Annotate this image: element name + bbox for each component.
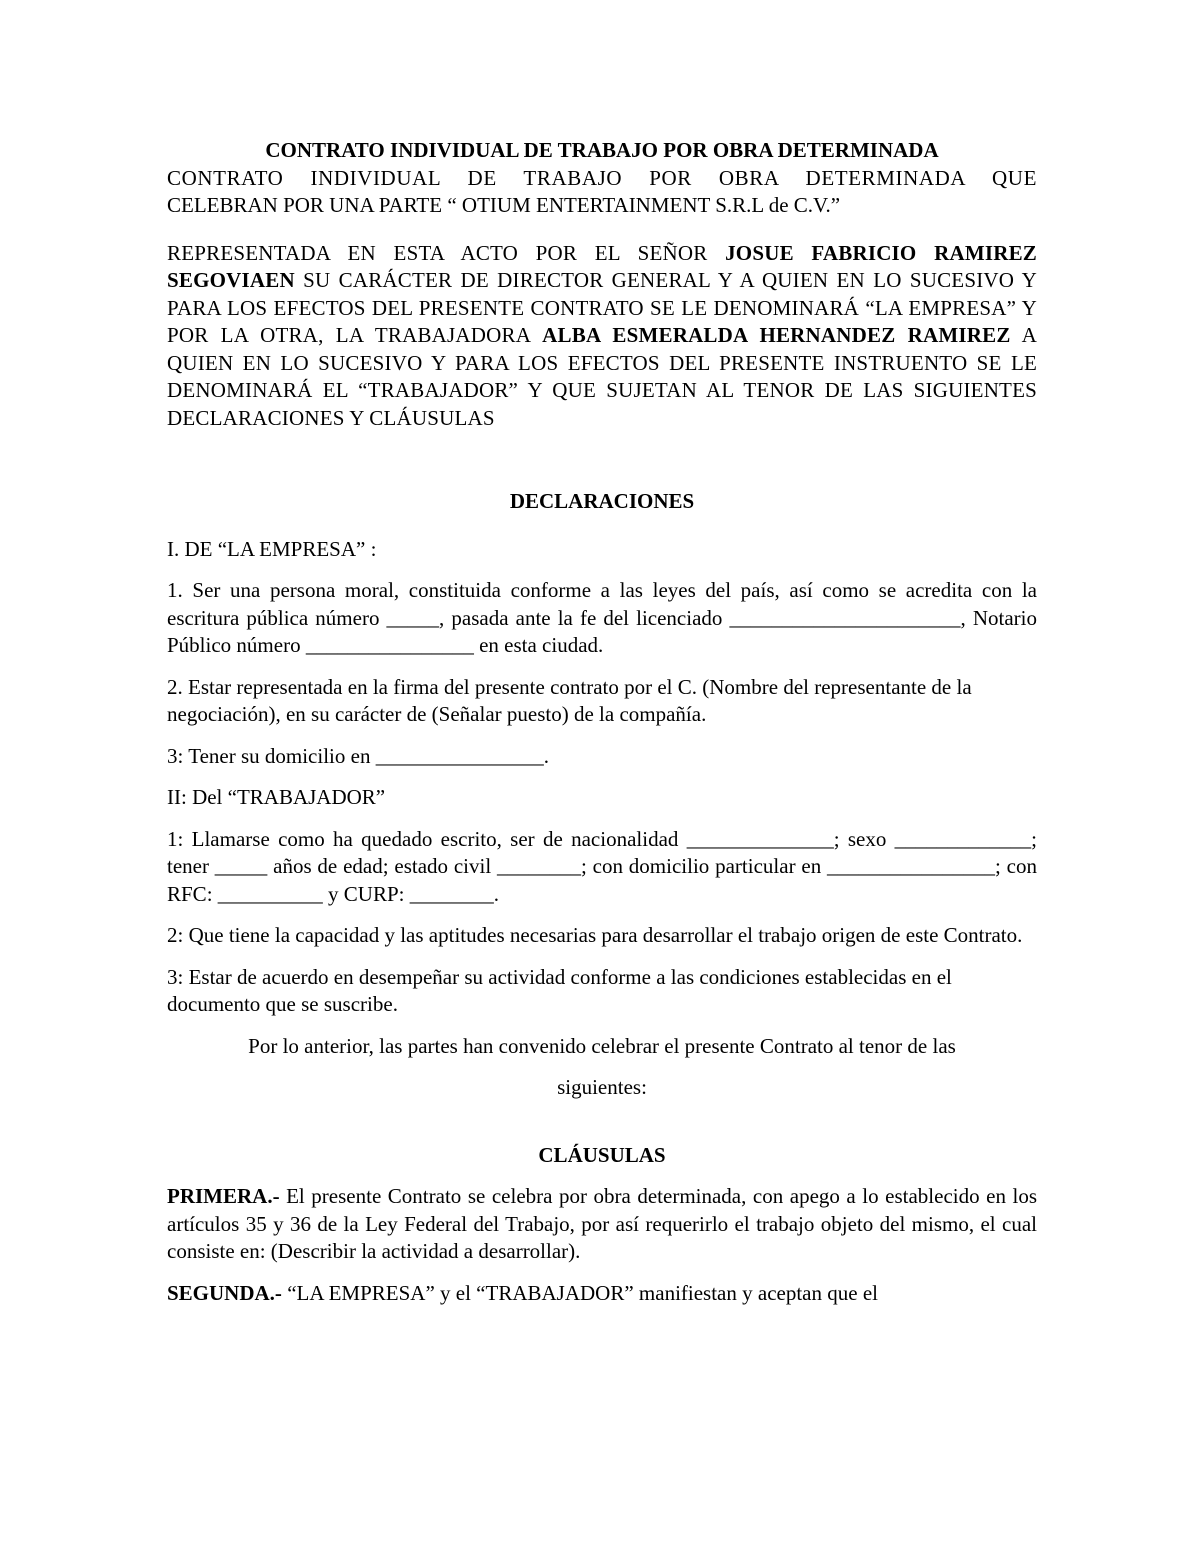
clausula-primera — [167, 1183, 1037, 1266]
trabajador-clause-1 — [167, 826, 1037, 909]
notary-name-blank: ______________________ — [729, 605, 961, 630]
e3-text-1: 3: Tener su domicilio en — [167, 743, 376, 768]
sex-blank: _____________ — [894, 826, 1032, 851]
worker-name: ALBA ESMERALDA HERNANDEZ RAMIREZ — [542, 323, 1011, 347]
nationality-blank: ______________ — [686, 826, 834, 851]
rep-text-2: SU CARÁCTER DE DIRECTOR GENERAL Y A QUIEN EN LO SUCESIVO Y PARA LOS EFECTOS DEL PRESENTE CONTRATO SE LE DENOMINARÁ “LA EMPRESA” Y POR LA OTRA, LA TRABAJADORA — [167, 268, 1037, 347]
intro-line-1: CONTRATO INDIVIDUAL DE TRABAJO POR OBRA DETERMINADA QUE — [167, 165, 1037, 190]
convenio-line-2: siguientes: — [557, 1075, 647, 1099]
segunda-text: “LA EMPRESA” y el “TRABAJADOR” manifiestan y aceptan que el — [281, 1280, 878, 1305]
empresa-clause-1 — [167, 577, 1037, 660]
e1-text-4: en esta ciudad. — [473, 633, 604, 657]
convenio-line-1: Por lo anterior, las partes han convenido celebrar el presente Contrato al tenor de las — [248, 1033, 956, 1058]
e3-text-2: . — [543, 743, 549, 768]
trabajador-clause-3: 3: Estar de acuerdo en desempeñar su actividad conforme a las condiciones establecidas en el documento que se suscribe. — [167, 964, 952, 1016]
curp-blank: ________ — [409, 881, 494, 906]
trabajador-clause-2: 2: Que tiene la capacidad y las aptitudes necesarias para desarrollar el trabajo origen de este Contrato. — [167, 923, 1023, 947]
document-title: CONTRATO INDIVIDUAL DE TRABAJO POR OBRA DETERMINADA — [265, 138, 939, 162]
rfc-blank: __________ — [217, 881, 323, 906]
notary-number-blank: ________________ — [305, 633, 474, 657]
empresa-heading: I. DE “LA EMPRESA” : — [167, 536, 377, 561]
t1-text-f: ; con domicilio particular en — [581, 854, 828, 878]
document-page — [167, 137, 1037, 1307]
t1-text-c: ; sexo — [833, 826, 895, 851]
clausulas-heading: CLÁUSULAS — [538, 1142, 666, 1167]
segunda-label: SEGUNDA.- — [167, 1280, 282, 1305]
clausula-segunda — [167, 1280, 1037, 1308]
deed-number-blank: _____ — [386, 605, 440, 630]
age-blank: _____ — [214, 854, 268, 878]
rep-text-1: REPRESENTADA EN ESTA ACTO POR EL SEÑOR — [167, 240, 726, 265]
trabajador-heading: II: Del “TRABAJADOR” — [167, 785, 386, 809]
t1-text-i: . — [493, 881, 499, 906]
e1-text-3: , Notario Público número — [167, 605, 1037, 657]
primera-text: El presente Contrato se celebra por obra determinada, con apego a lo establecido en los artículos 35 y 36 de la Ley Federal del Trabajo, por así requerirlo el trabajo objeto del mismo, el cual consiste en: (Describir la actividad a desarrollar). — [167, 1184, 1037, 1263]
t1-text-a: 1: Llamarse como ha quedado escrito, ser de nacionalidad — [167, 826, 687, 851]
e1-text-2: , pasada ante la fe del licenciado — [439, 605, 730, 630]
t1-text-h: y CURP: — [322, 881, 410, 906]
rep-text-3: A QUIEN EN LO SUCESIVO Y PARA LOS EFECTOS DEL PRESENTE INSTRUENTO SE LE DENOMINARÁ EL “TRABAJADOR” Y QUE SUJETAN AL TENOR DE LAS SIGUIENTES DECLARACIONES Y CLÁUSULAS — [167, 323, 1037, 430]
civil-status-blank: ________ — [497, 854, 581, 878]
t1-text-e: años de edad; estado civil — [267, 854, 497, 878]
empresa-clause-3 — [167, 743, 1037, 771]
primera-label: PRIMERA.- — [167, 1184, 280, 1208]
declaraciones-heading: DECLARACIONES — [509, 489, 695, 513]
t1-text-d: ; tener — [167, 826, 1037, 878]
t1-text-g: ; con RFC: — [167, 854, 1038, 906]
intro-line-2: CELEBRAN POR UNA PARTE “ OTIUM ENTERTAINMENT S.R.L de C.V.” — [167, 193, 841, 217]
director-name: JOSUE FABRICIO RAMIREZ SEGOVIAEN — [167, 240, 1037, 292]
e1-text-1: 1. Ser una persona moral, constituida conforme a las leyes del país, así como se acredita con la escritura pública número — [167, 578, 1037, 630]
address-blank: ________________ — [375, 743, 544, 768]
empresa-clause-2: 2. Estar representada en la firma del presente contrato por el C. (Nombre del representante de la negociación), en su carácter de (Señalar puesto) de la compañía. — [167, 674, 972, 726]
representation-paragraph — [167, 240, 1037, 433]
home-address-blank: ________________ — [827, 854, 996, 878]
